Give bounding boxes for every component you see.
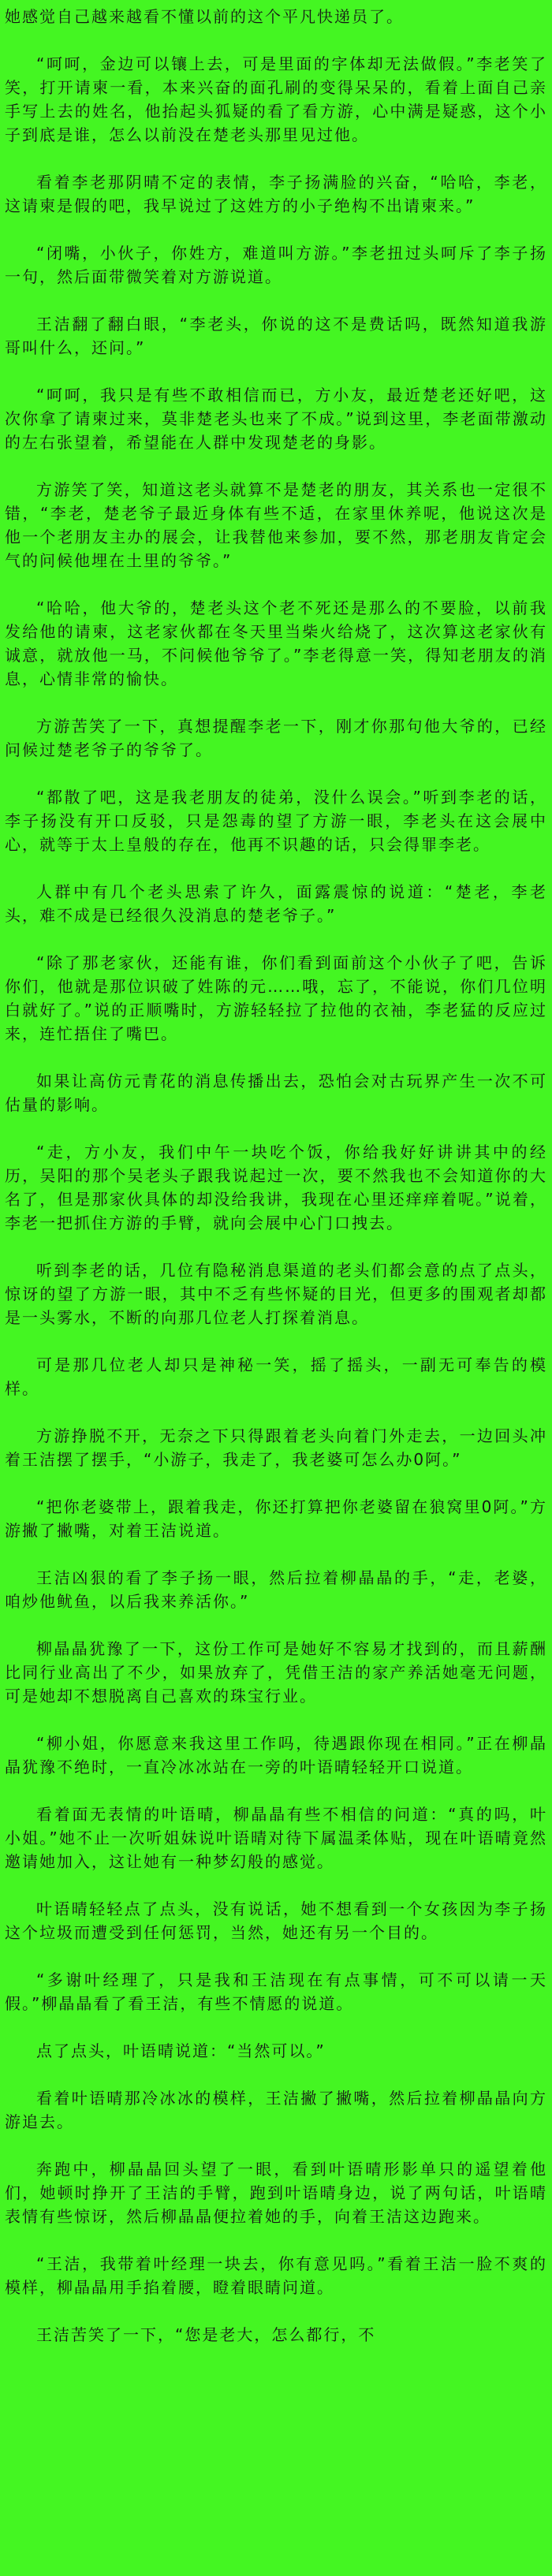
paragraph: “闭嘴，小伙子，你姓方，难道叫方游。”李老扭过头呵斥了李子扬一句，然后面带微笑着对方游说道。 [5,244,547,286]
paragraph: 看着面无表情的叶语晴，柳晶晶有些不相信的问道：“真的吗，叶小姐。”她不止一次听姐妹说叶语晴对待下属温柔体贴，现在叶语晴竟然邀请她加入，这让她有一种梦幻般的感觉。 [5,1805,547,1871]
paragraph: 人群中有几个老头思索了许久，面露震惊的说道：“楚老，李老头，难不成是已经很久没消息的楚老爷子。” [5,882,547,925]
paragraph: “哈哈，他大爷的，楚老头这个老不死还是那么的不要脸，以前我发给他的请柬，这老家伙都在冬天里当柴火给烧了，这次算这老家伙有诚意，就放他一马，不问候他爷爷了。”李老得意一笑，得知老朋友的消息，心情非常的愉快。 [5,598,547,688]
paragraph: “呵呵，金边可以镶上去，可是里面的字体却无法做假。”李老笑了笑，打开请柬一看，本来兴奋的面孔刷的变得呆呆的，看着上面自己亲手写上去的姓名，他抬起头狐疑的看了看方游，心中满是疑惑，这个小子到底是谁，怎么以前没在楚老头那里见过他。 [5,54,547,144]
paragraph: “都散了吧，这是我老朋友的徒弟，没什么误会。”听到李老的话，李子扬没有开口反驳，只是怨毒的望了方游一眼，李老头在这会展中心，就等于太上皇般的存在，他再不识趣的话，只会得罪李老。 [5,788,547,854]
paragraph: 方游苦笑了一下，真想提醒李老一下，刚才你那句他大爷的，已经问候过楚老爷子的爷爷了。 [5,717,547,759]
paragraph: “走，方小友，我们中午一块吃个饭，你给我好好讲讲其中的经历，吴阳的那个吴老头子跟我说起过一次，要不然我也不会知道你的大名了，但是那家伙具体的却没给我讲，我现在心里还痒痒着呢。”说着，李老一把抓住方游的手臂，就向会展中心门口拽去。 [5,1143,547,1232]
paragraph: 听到李老的话，几位有隐秘消息渠道的老头们都会意的点了点头，惊讶的望了方游一眼，其中不乏有些怀疑的目光，但更多的围观者却都是一头雾水，不断的向那几位老人打探着消息。 [5,1261,547,1327]
paragraph: 王洁苦笑了一下，“您是老大，怎么都行，不 [36,2325,376,2344]
paragraph: “把你老婆带上，跟着我走，你还打算把你老婆留在狼窝里0阿。”方游撇了撇嘴，对着王洁说道。 [5,1497,547,1540]
paragraph: “呵呵，我只是有些不敢相信而已，方小友，最近楚老还好吧，这次你拿了请柬过来，莫非楚老头也来了不成。”说到这里，李老面带激动的左右张望着，希望能在人群中发现楚老的身影。 [5,386,547,452]
paragraph: 方游笑了笑，知道这老头就算不是楚老的朋友，其关系也一定很不错，“李老，楚老爷子最近身体有些不适，在家里休养呢，他说这次是他一个老朋友主办的展会，让我替他来参加，要不然，那老朋友肯定会气的问候他埋在土里的爷爷。” [5,480,547,570]
paragraph: 看着李老那阴晴不定的表情，李子扬满脸的兴奋，“哈哈，李老，这请柬是假的吧，我早说过了这姓方的小子绝构不出请柬来。” [5,173,547,215]
paragraph: “多谢叶经理了，只是我和王洁现在有点事情，可不可以请一天假。”柳晶晶看了看王洁，有些不情愿的说道。 [5,1970,547,2013]
paragraph: “柳小姐，你愿意来我这里工作吗，待遇跟你现在相同。”正在柳晶晶犹豫不绝时，一直冷冰冰站在一旁的叶语晴轻轻开口说道。 [5,1734,547,1776]
paragraph: 她感觉自己越来越看不懂以前的这个平凡快递员了。 [5,7,404,26]
paragraph: 可是那几位老人却只是神秘一笑，摇了摇头，一副无可奉告的模样。 [5,1355,547,1398]
paragraph: 方游挣脱不开，无奈之下只得跟着老头向着门外走去，一边回头冲着王洁摆了摆手，“小游子，我走了，我老婆可怎么办0阿。” [5,1426,547,1469]
paragraph: 叶语晴轻轻点了点头，没有说话，她不想看到一个女孩因为李子扬这个垃圾而遭受到任何惩罚，当然，她还有另一个目的。 [5,1899,547,1942]
paragraph: 奔跑中，柳晶晶回头望了一眼，看到叶语晴形影单只的遥望着他们，她顿时挣开了王洁的手臂，跑到叶语晴身边，说了两句话，叶语晴表情有些惊讶，然后柳晶晶便拉着她的手，向着王洁这边跑来。 [5,2160,547,2226]
paragraph: 点了点头，叶语晴说道：“当然可以。” [36,2041,326,2060]
paragraph: 王洁凶狠的看了李子扬一眼，然后拉着柳晶晶的手，“走，老婆，咱炒他鱿鱼，以后我来养活你。” [5,1568,547,1611]
paragraph: “除了那老家伙，还能有谁，你们看到面前这个小伙子了吧，告诉你们，他就是那位识破了姓陈的元……哦，忘了，不能说，你们几位明白就好了。”说的正顺嘴时，方游轻轻拉了拉他的衣袖，李老猛的反应过来，连忙捂住了嘴巴。 [5,953,547,1043]
paragraph: “王洁，我带着叶经理一块去，你有意见吗。”看着王洁一脸不爽的模样，柳晶晶用手掐着腰，瞪着眼睛问道。 [5,2254,547,2297]
paragraph: 柳晶晶犹豫了一下，这份工作可是她好不容易才找到的，而且薪酬比同行业高出了不少，如果放弃了，凭借王洁的家产养活她毫无问题，可是她却不想脱离自己喜欢的珠宝行业。 [5,1639,547,1706]
paragraph: 看着叶语晴那冷冰冰的模样，王洁撇了撇嘴，然后拉着柳晶晶向方游追去。 [5,2089,547,2131]
paragraph: 如果让高仿元青花的消息传播出去，恐怕会对古玩界产生一次不可估量的影响。 [5,1072,547,1114]
paragraph: 王洁翻了翻白眼，“李老头，你说的这不是费话吗，既然知道我游哥叫什么，还问。” [5,315,547,357]
